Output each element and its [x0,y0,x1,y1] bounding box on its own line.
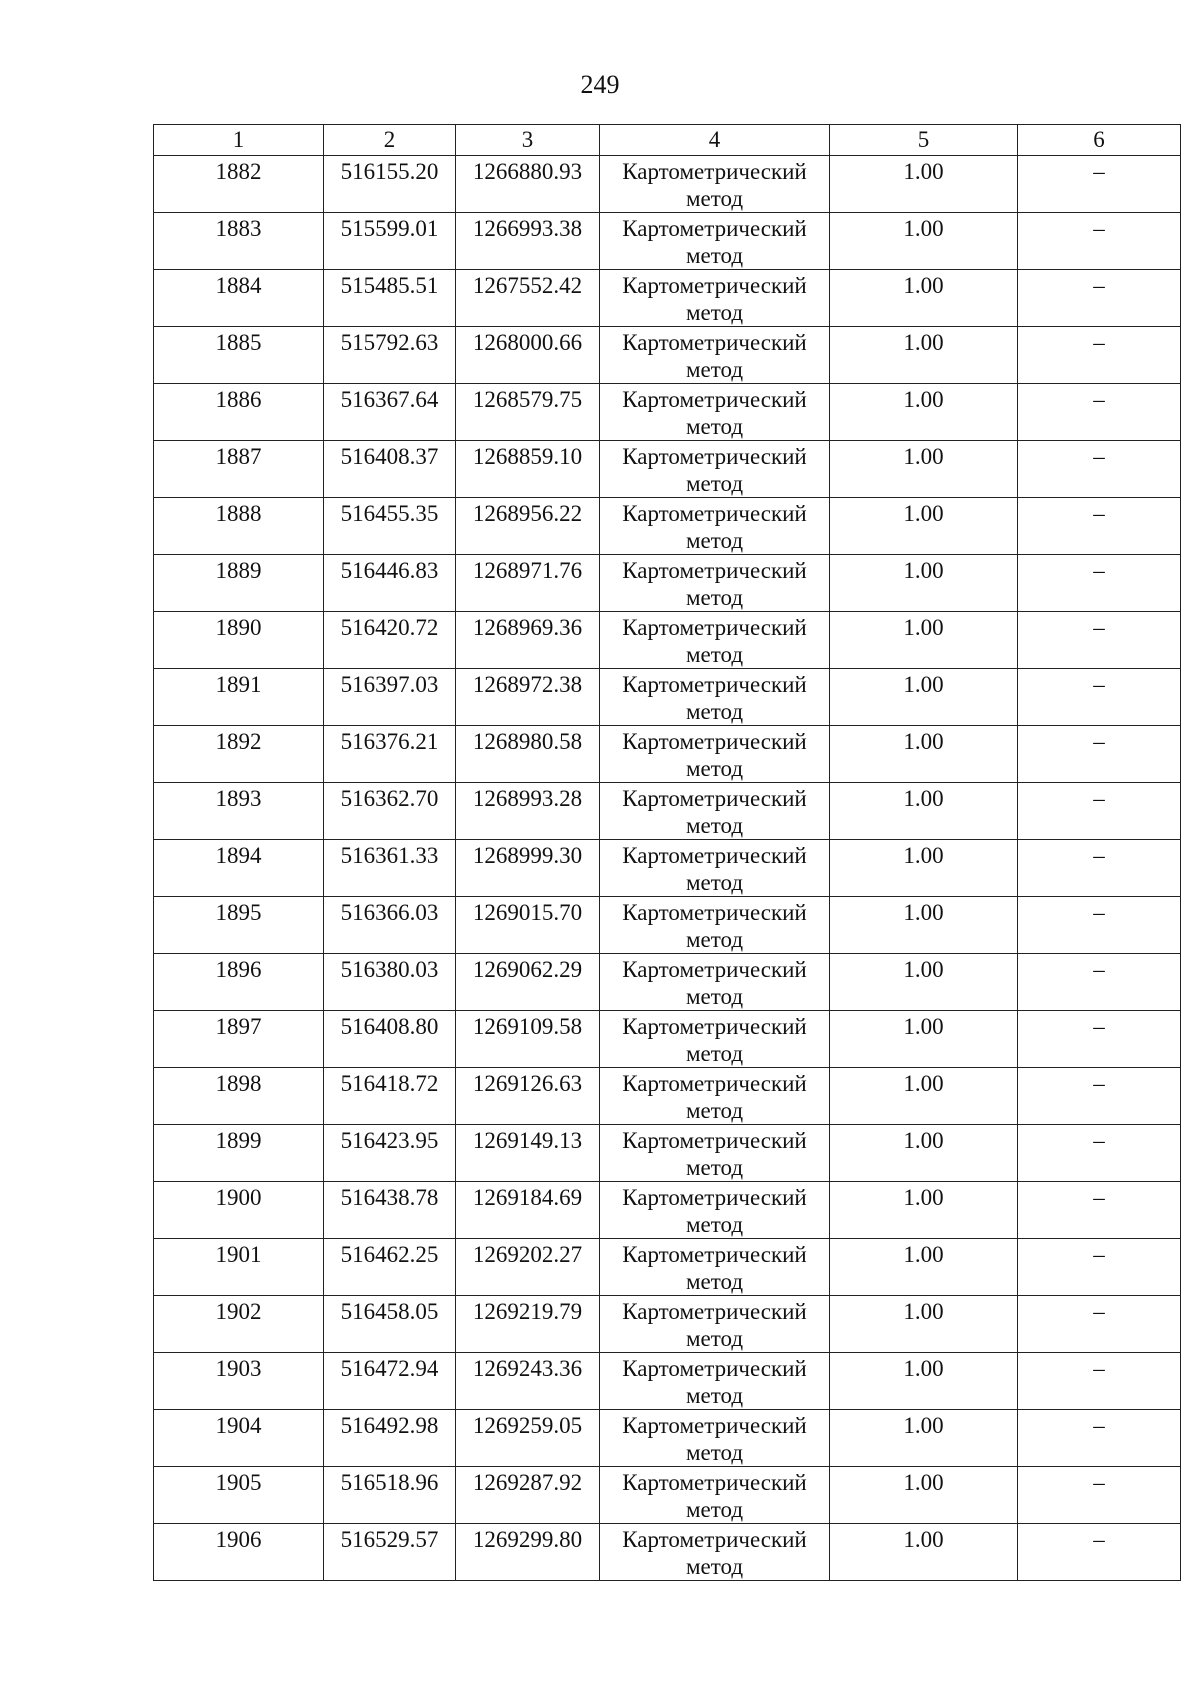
x-coordinate-cell: 516397.03 [324,669,456,726]
note-cell: – [1018,1467,1181,1524]
y-coordinate-cell: 1269149.13 [456,1125,600,1182]
table-row [154,1125,1181,1182]
y-coordinate-cell: 1268993.28 [456,783,600,840]
point-number-cell: 1886 [154,384,324,441]
point-number-cell: 1888 [154,498,324,555]
method-line-2: метод [685,813,744,838]
method-cell [600,840,830,897]
method-line-2: метод [685,870,744,895]
point-number-cell: 1896 [154,954,324,1011]
method-cell [600,726,830,783]
header-col-4: 4 [600,125,830,156]
method-line-1: Картометрический [622,1527,807,1552]
note-cell: – [1018,1353,1181,1410]
header-col-2: 2 [324,125,456,156]
y-coordinate-cell: 1269243.36 [456,1353,600,1410]
table-row [154,726,1181,783]
x-coordinate-cell: 515485.51 [324,270,456,327]
method-line-1: Картометрический [622,1356,807,1381]
method-cell [600,498,830,555]
y-coordinate-cell: 1269299.80 [456,1524,600,1581]
note-cell: – [1018,897,1181,954]
method-line-1: Картометрический [622,273,807,298]
method-cell [600,783,830,840]
method-cell [600,1125,830,1182]
method-cell [600,1410,830,1467]
x-coordinate-cell: 516367.64 [324,384,456,441]
note-cell: – [1018,726,1181,783]
method-cell [600,441,830,498]
x-coordinate-cell: 516408.37 [324,441,456,498]
method-cell [600,156,830,213]
method-line-1: Картометрический [622,1299,807,1324]
method-line-2: метод [685,300,744,325]
method-line-1: Картометрический [622,615,807,640]
accuracy-cell: 1.00 [830,213,1018,270]
method-line-2: метод [685,1041,744,1066]
accuracy-cell: 1.00 [830,1068,1018,1125]
point-number-cell: 1895 [154,897,324,954]
accuracy-cell: 1.00 [830,897,1018,954]
method-line-2: метод [685,699,744,724]
note-cell: – [1018,1239,1181,1296]
x-coordinate-cell: 516462.25 [324,1239,456,1296]
accuracy-cell: 1.00 [830,156,1018,213]
table-row [154,783,1181,840]
table-row [154,1296,1181,1353]
method-cell [600,669,830,726]
method-line-2: метод [685,1212,744,1237]
x-coordinate-cell: 516420.72 [324,612,456,669]
header-col-5: 5 [830,125,1018,156]
method-line-1: Картометрический [622,558,807,583]
table-row [154,441,1181,498]
method-cell [600,1353,830,1410]
table-row [154,612,1181,669]
table-row [154,213,1181,270]
x-coordinate-cell: 516361.33 [324,840,456,897]
x-coordinate-cell: 516529.57 [324,1524,456,1581]
method-cell [600,1239,830,1296]
method-line-1: Картометрический [622,330,807,355]
table-row [154,555,1181,612]
x-coordinate-cell: 516155.20 [324,156,456,213]
y-coordinate-cell: 1268972.38 [456,669,600,726]
point-number-cell: 1885 [154,327,324,384]
point-number-cell: 1893 [154,783,324,840]
page-number: 249 [580,70,620,99]
table-row [154,840,1181,897]
table-row [154,156,1181,213]
method-line-2: метод [685,414,744,439]
accuracy-cell: 1.00 [830,1353,1018,1410]
method-line-1: Картометрический [622,1185,807,1210]
note-cell: – [1018,270,1181,327]
method-cell [600,1182,830,1239]
table-row [154,1239,1181,1296]
y-coordinate-cell: 1266880.93 [456,156,600,213]
method-line-1: Картометрический [622,387,807,412]
accuracy-cell: 1.00 [830,555,1018,612]
table-row [154,1011,1181,1068]
method-line-2: метод [685,1554,744,1579]
note-cell: – [1018,498,1181,555]
method-line-1: Картометрический [622,216,807,241]
point-number-cell: 1901 [154,1239,324,1296]
note-cell: – [1018,1410,1181,1467]
note-cell: – [1018,1182,1181,1239]
method-cell [600,555,830,612]
x-coordinate-cell: 516376.21 [324,726,456,783]
accuracy-cell: 1.00 [830,840,1018,897]
method-line-2: метод [685,585,744,610]
method-line-1: Картометрический [622,1071,807,1096]
x-coordinate-cell: 516362.70 [324,783,456,840]
point-number-cell: 1903 [154,1353,324,1410]
method-line-1: Картометрический [622,159,807,184]
method-line-1: Картометрический [622,1242,807,1267]
method-line-2: метод [685,756,744,781]
method-line-2: метод [685,1098,744,1123]
method-line-2: метод [685,1383,744,1408]
method-cell [600,612,830,669]
note-cell: – [1018,1068,1181,1125]
y-coordinate-cell: 1269126.63 [456,1068,600,1125]
note-cell: – [1018,1296,1181,1353]
coordinates-table [153,124,1181,1581]
table-row [154,1524,1181,1581]
point-number-cell: 1906 [154,1524,324,1581]
x-coordinate-cell: 516472.94 [324,1353,456,1410]
method-line-2: метод [685,642,744,667]
point-number-cell: 1905 [154,1467,324,1524]
note-cell: – [1018,954,1181,1011]
note-cell: – [1018,156,1181,213]
x-coordinate-cell: 516380.03 [324,954,456,1011]
table-row [154,897,1181,954]
accuracy-cell: 1.00 [830,1011,1018,1068]
header-col-1: 1 [154,125,324,156]
y-coordinate-cell: 1269015.70 [456,897,600,954]
table-row [154,498,1181,555]
table-row [154,1353,1181,1410]
point-number-cell: 1890 [154,612,324,669]
point-number-cell: 1899 [154,1125,324,1182]
table-header [154,125,1181,156]
method-line-2: метод [685,1497,744,1522]
table-row [154,1068,1181,1125]
point-number-cell: 1887 [154,441,324,498]
x-coordinate-cell: 516518.96 [324,1467,456,1524]
header-col-6: 6 [1018,125,1181,156]
y-coordinate-cell: 1268000.66 [456,327,600,384]
method-cell [600,1467,830,1524]
table-row [154,954,1181,1011]
x-coordinate-cell: 516446.83 [324,555,456,612]
point-number-cell: 1882 [154,156,324,213]
accuracy-cell: 1.00 [830,384,1018,441]
table-row [154,327,1181,384]
y-coordinate-cell: 1268956.22 [456,498,600,555]
note-cell: – [1018,669,1181,726]
point-number-cell: 1904 [154,1410,324,1467]
x-coordinate-cell: 516418.72 [324,1068,456,1125]
x-coordinate-cell: 516438.78 [324,1182,456,1239]
note-cell: – [1018,441,1181,498]
method-line-1: Картометрический [622,843,807,868]
method-line-2: метод [685,927,744,952]
x-coordinate-cell: 516492.98 [324,1410,456,1467]
note-cell: – [1018,1524,1181,1581]
x-coordinate-cell: 515792.63 [324,327,456,384]
y-coordinate-cell: 1268999.30 [456,840,600,897]
table-row [154,384,1181,441]
method-line-1: Картометрический [622,1470,807,1495]
method-cell [600,954,830,1011]
note-cell: – [1018,612,1181,669]
method-cell [600,213,830,270]
method-line-2: метод [685,528,744,553]
note-cell: – [1018,840,1181,897]
point-number-cell: 1891 [154,669,324,726]
table-row [154,669,1181,726]
method-line-1: Картометрический [622,444,807,469]
method-cell [600,1011,830,1068]
method-cell [600,1296,830,1353]
method-line-1: Картометрический [622,1014,807,1039]
x-coordinate-cell: 516408.80 [324,1011,456,1068]
point-number-cell: 1897 [154,1011,324,1068]
y-coordinate-cell: 1269109.58 [456,1011,600,1068]
y-coordinate-cell: 1269202.27 [456,1239,600,1296]
y-coordinate-cell: 1269219.79 [456,1296,600,1353]
y-coordinate-cell: 1269259.05 [456,1410,600,1467]
accuracy-cell: 1.00 [830,1296,1018,1353]
y-coordinate-cell: 1268971.76 [456,555,600,612]
y-coordinate-cell: 1268980.58 [456,726,600,783]
method-line-2: метод [685,243,744,268]
note-cell: – [1018,384,1181,441]
accuracy-cell: 1.00 [830,498,1018,555]
table-body [154,156,1181,1581]
x-coordinate-cell: 516366.03 [324,897,456,954]
method-line-1: Картометрический [622,900,807,925]
method-cell [600,384,830,441]
point-number-cell: 1884 [154,270,324,327]
method-line-2: метод [685,1440,744,1465]
header-col-3: 3 [456,125,600,156]
method-line-1: Картометрический [622,672,807,697]
method-line-2: метод [685,471,744,496]
accuracy-cell: 1.00 [830,612,1018,669]
header-row [154,125,1181,156]
method-cell [600,897,830,954]
accuracy-cell: 1.00 [830,783,1018,840]
method-line-2: метод [685,1269,744,1294]
accuracy-cell: 1.00 [830,270,1018,327]
x-coordinate-cell: 515599.01 [324,213,456,270]
accuracy-cell: 1.00 [830,1239,1018,1296]
method-cell [600,1524,830,1581]
accuracy-cell: 1.00 [830,441,1018,498]
method-line-2: метод [685,357,744,382]
point-number-cell: 1883 [154,213,324,270]
table-row [154,1182,1181,1239]
note-cell: – [1018,213,1181,270]
note-cell: – [1018,1011,1181,1068]
note-cell: – [1018,1125,1181,1182]
note-cell: – [1018,783,1181,840]
point-number-cell: 1892 [154,726,324,783]
accuracy-cell: 1.00 [830,669,1018,726]
method-line-1: Картометрический [622,1128,807,1153]
table-row [154,1467,1181,1524]
table-row [154,270,1181,327]
accuracy-cell: 1.00 [830,726,1018,783]
y-coordinate-cell: 1269287.92 [456,1467,600,1524]
method-line-2: метод [685,1155,744,1180]
point-number-cell: 1894 [154,840,324,897]
y-coordinate-cell: 1269184.69 [456,1182,600,1239]
y-coordinate-cell: 1268579.75 [456,384,600,441]
method-cell [600,327,830,384]
y-coordinate-cell: 1268969.36 [456,612,600,669]
accuracy-cell: 1.00 [830,1182,1018,1239]
method-line-1: Картометрический [622,729,807,754]
y-coordinate-cell: 1266993.38 [456,213,600,270]
method-line-1: Картометрический [622,786,807,811]
accuracy-cell: 1.00 [830,1125,1018,1182]
accuracy-cell: 1.00 [830,1410,1018,1467]
x-coordinate-cell: 516423.95 [324,1125,456,1182]
accuracy-cell: 1.00 [830,954,1018,1011]
y-coordinate-cell: 1268859.10 [456,441,600,498]
accuracy-cell: 1.00 [830,327,1018,384]
accuracy-cell: 1.00 [830,1524,1018,1581]
point-number-cell: 1889 [154,555,324,612]
point-number-cell: 1900 [154,1182,324,1239]
point-number-cell: 1902 [154,1296,324,1353]
note-cell: – [1018,555,1181,612]
method-line-2: метод [685,186,744,211]
method-line-1: Картометрический [622,957,807,982]
note-cell: – [1018,327,1181,384]
y-coordinate-cell: 1267552.42 [456,270,600,327]
method-line-1: Картометрический [622,1413,807,1438]
method-cell [600,1068,830,1125]
method-cell [600,270,830,327]
method-line-2: метод [685,984,744,1009]
accuracy-cell: 1.00 [830,1467,1018,1524]
x-coordinate-cell: 516455.35 [324,498,456,555]
x-coordinate-cell: 516458.05 [324,1296,456,1353]
table-row [154,1410,1181,1467]
method-line-2: метод [685,1326,744,1351]
y-coordinate-cell: 1269062.29 [456,954,600,1011]
method-line-1: Картометрический [622,501,807,526]
point-number-cell: 1898 [154,1068,324,1125]
